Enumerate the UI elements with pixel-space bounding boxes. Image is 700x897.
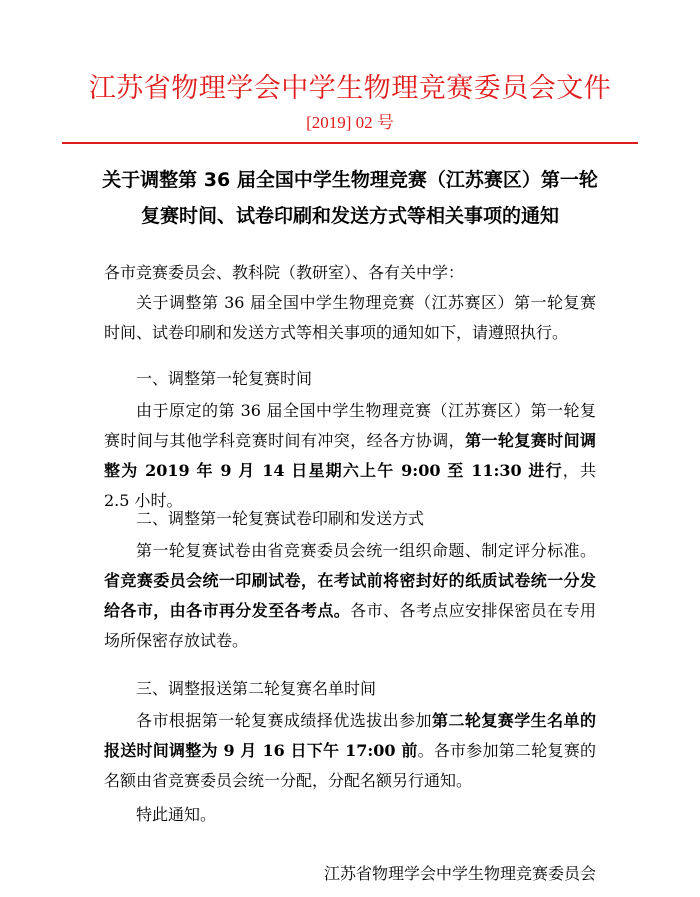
salutation: 各市竞赛委员会、教科院（教研室）、各有关中学： — [104, 263, 465, 282]
red-divider — [62, 142, 638, 144]
closing: 特此通知。 — [136, 805, 217, 824]
section2-text: 第一轮复赛试卷由省竞赛委员会统一组织命题、制定评分标准。 — [136, 541, 596, 560]
intro-paragraph: 关于调整第 36 届全国中学生物理竞赛（江苏赛区）第一轮复赛时间、试卷印刷和发送方式等相关事项的通知如下，请遵照执行。 — [104, 293, 596, 342]
notice-title-line1: 关于调整第 36 届全国中学生物理竞赛（江苏赛区）第一轮 — [102, 169, 598, 191]
document-number: [2019] 02 号 — [306, 113, 394, 132]
section2-bold-text: 省竞赛委员会统一印刷试卷，在考试前将密封好的纸质试卷统一分发给各市，由各市再分发至各考点。 — [104, 571, 596, 620]
section1-bold-text: 第一轮复赛时间调整为 2019 年 9 月 14 日星期六上午 9:00 至 11:30 进行 — [104, 431, 596, 480]
document-title: 江苏省物理学会中学生物理竞赛委员会文件 — [88, 73, 612, 104]
section1-tail-text: ，共 2.5 小时。 — [104, 461, 596, 510]
section2-heading: 二、调整第一轮复赛试卷印刷和发送方式 — [136, 509, 425, 528]
section1-text: 由于原定的第 36 届全国中学生物理竞赛（江苏赛区）第一轮复赛时间与其他学科竞赛时间有冲突，经各方协调， — [104, 401, 596, 450]
section2-paragraph — [104, 536, 596, 656]
section1-paragraph — [104, 396, 596, 516]
section2-tail-text: 各市、各考点应安排保密员在专用场所保密存放试卷。 — [104, 601, 596, 650]
section3-heading: 三、调整报送第二轮复赛名单时间 — [136, 679, 377, 698]
section3-paragraph — [104, 706, 596, 796]
section1-heading: 一、调整第一轮复赛时间 — [136, 369, 313, 388]
section3-tail-text: 。各市参加第二轮复赛的名额由省竞赛委员会统一分配，分配名额另行通知。 — [104, 741, 596, 790]
notice-title-line2: 复赛时间、试卷印刷和发送方式等相关事项的通知 — [140, 205, 559, 227]
signature: 江苏省物理学会中学生物理竞赛委员会 — [323, 864, 596, 883]
section3-text: 各市根据第一轮复赛成绩择优选拔出参加 — [136, 711, 432, 730]
section3-bold-text: 第二轮复赛学生名单的报送时间调整为 9 月 16 日下午 17:00 前 — [104, 711, 596, 760]
notice-title — [90, 162, 610, 234]
